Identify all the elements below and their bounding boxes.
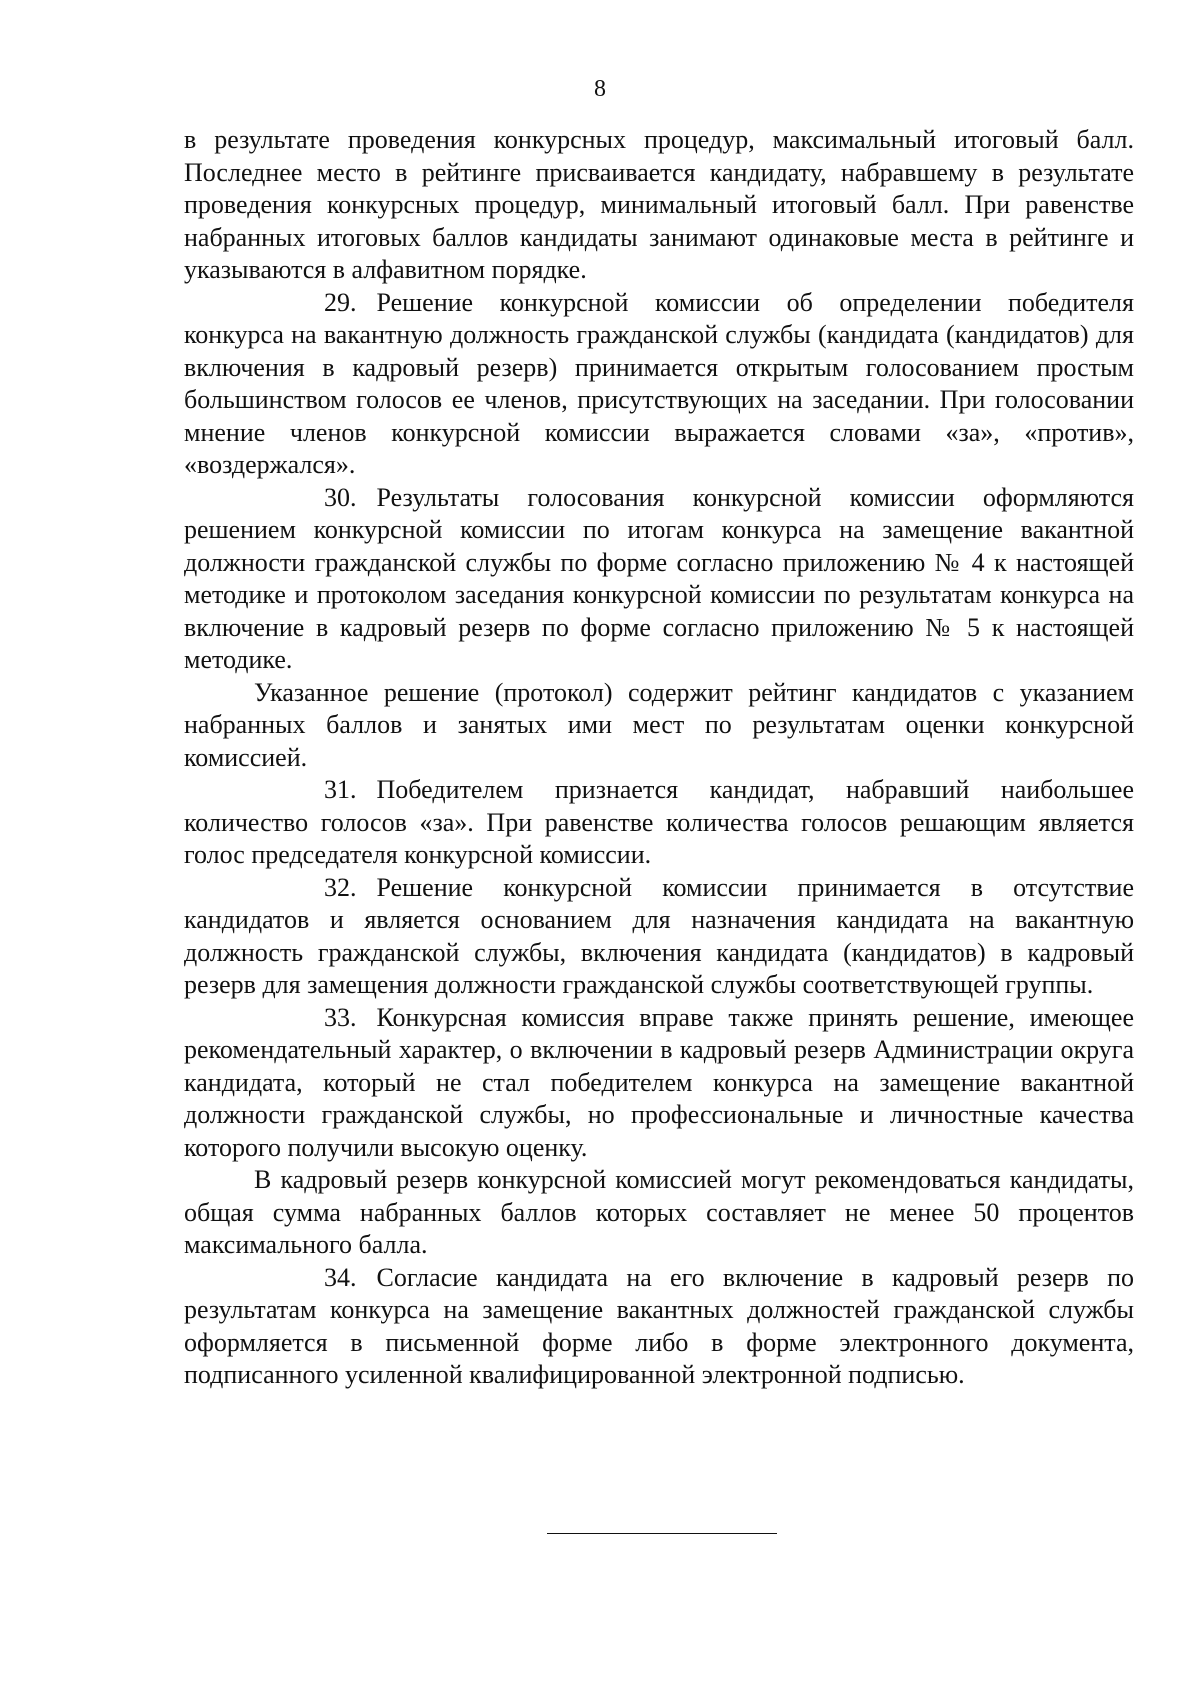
paragraph-continuation <box>184 124 1134 287</box>
clause-34 <box>184 1262 1134 1392</box>
clause-number: 32. <box>324 872 357 902</box>
paragraph-text: В кадровый резерв конкурсной комиссией могут рекомендоваться кандидаты, общая сумма набранных баллов которых составляет не менее 50 процентов максимального балла. <box>184 1165 1134 1259</box>
paragraph-text: Решение конкурсной комиссии об определении победителя конкурса на вакантную должность гражданской службы (кандидата (кандидатов) для включения в кадровый резерв) принимается открытым голосованием простым большинством голосов ее членов, присутствующих на заседании. При голосовании мнение членов конкурсной комиссии выражается словами «за», «против», «воздержался». <box>184 287 1134 479</box>
paragraph-text: Указанное решение (протокол) содержит рейтинг кандидатов с указанием набранных баллов и занятых ими мест по результатам оценки конкурсной комиссией. <box>184 677 1134 772</box>
document-body <box>184 124 1134 1392</box>
clause-number: 33. <box>324 1002 357 1032</box>
clause-32 <box>184 872 1134 1002</box>
paragraph-text: в результате проведения конкурсных процедур, максимальный итоговый балл. Последнее место в рейтинге присваивается кандидату, набравшему в результате проведения конкурсных процедур, минимальный итоговый балл. При равенстве набранных итоговых баллов кандидаты занимают одинаковые места в рейтинге и указываются в алфавитном порядке. <box>184 125 1134 284</box>
clause-number: 29. <box>324 287 357 317</box>
paragraph-text: Решение конкурсной комиссии принимается в отсутствие кандидатов и является основанием для назначения кандидата на вакантную должность гражданской службы, включения кандидата (кандидатов) в кадровый резерв для замещения должности гражданской службы соответствующей группы. <box>184 872 1134 999</box>
clause-33 <box>184 1002 1134 1165</box>
page-number: 8 <box>594 76 606 102</box>
clause-number: 31. <box>324 775 357 804</box>
paragraph-text: Результаты голосования конкурсной комиссии оформляются решением конкурсной комиссии по итогам конкурса на замещение вакантной должности гражданской службы по форме согласно приложению № 4 к настоящей методике и протоколом заседания конкурсной комиссии по результатам конкурса на включение в кадровый резерв по форме согласно приложению № 5 к настоящей методике. <box>184 482 1134 674</box>
clause-number: 30. <box>324 482 357 512</box>
end-of-document-rule <box>547 1533 777 1534</box>
clause-30 <box>184 482 1134 677</box>
clause-30-paragraph-2 <box>184 677 1134 775</box>
clause-29 <box>184 287 1134 482</box>
clause-31 <box>184 774 1134 872</box>
clause-number: 34. <box>324 1262 357 1292</box>
paragraph-text: Согласие кандидата на его включение в кадровый резерв по результатам конкурса на замещение вакантных должностей гражданской службы оформляется в письменной форме либо в форме электронного документа, подписанного усиленной квалифицированной электронной подписью. <box>184 1262 1134 1389</box>
paragraph-text: Конкурсная комиссия вправе также принять решение, имеющее рекомендательный характер, о включении в кадровый резерв Администрации округа кандидата, который не стал победителем конкурса на замещение вакантной должности гражданской службы, но профессиональные и личностные качества которого получили высокую оценку. <box>184 1002 1134 1162</box>
clause-33-paragraph-2 <box>184 1164 1134 1262</box>
paragraph-text: Победителем признается кандидат, набравший наибольшее количество голосов «за». При равенстве количества голосов решающим является голос председателя конкурсной комиссии. <box>184 775 1134 869</box>
